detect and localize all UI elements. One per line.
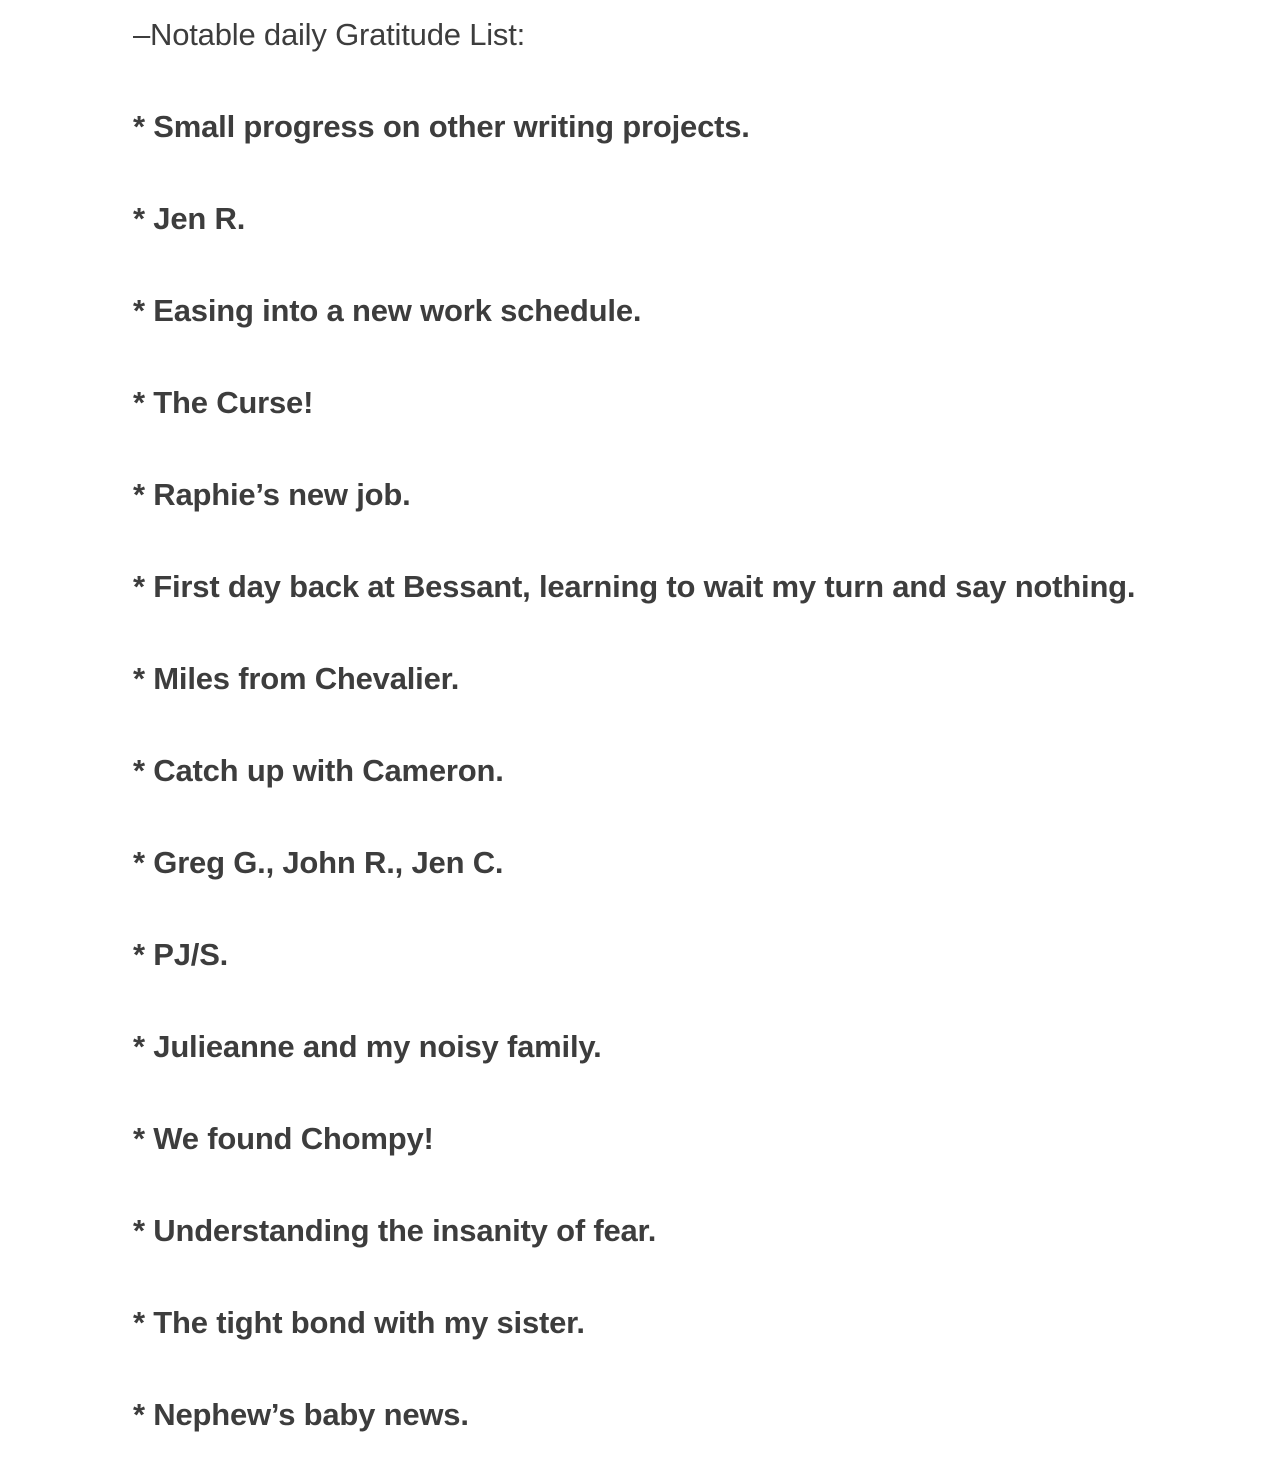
gratitude-item: * Easing into a new work schedule.: [133, 293, 642, 328]
gratitude-item: * The tight bond with my sister.: [133, 1305, 585, 1340]
gratitude-item: * Small progress on other writing projects.: [133, 109, 750, 144]
gratitude-item: * Jen R.: [133, 201, 246, 236]
gratitude-item: * The Curse!: [133, 385, 314, 420]
gratitude-item: * Catch up with Cameron.: [133, 753, 504, 788]
gratitude-item: * We found Chompy!: [133, 1121, 434, 1156]
gratitude-item: * Understanding the insanity of fear.: [133, 1213, 657, 1248]
gratitude-item: * Greg G., John R., Jen C.: [133, 845, 504, 880]
gratitude-item: * Raphie’s new job.: [133, 477, 411, 512]
gratitude-item: * Nephew’s baby news.: [133, 1397, 469, 1432]
gratitude-item: * PJ/S.: [133, 937, 229, 972]
gratitude-list-heading: –Notable daily Gratitude List:: [133, 17, 526, 52]
gratitude-item: * Julieanne and my noisy family.: [133, 1029, 602, 1064]
gratitude-item: * Miles from Chevalier.: [133, 661, 460, 696]
gratitude-item: * First day back at Bessant, learning to wait my turn and say nothing.: [133, 569, 1136, 604]
